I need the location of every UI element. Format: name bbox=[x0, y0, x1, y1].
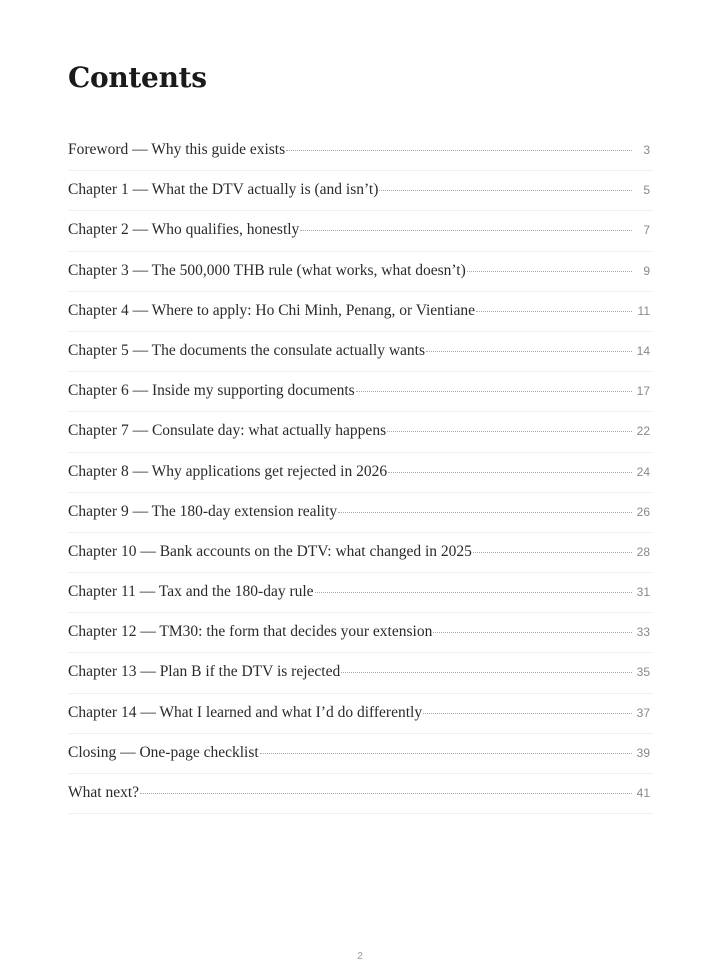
toc-entry[interactable] bbox=[68, 774, 653, 814]
toc-entry-title[interactable]: Chapter 8 — Why applications get rejected in 2026 bbox=[68, 462, 388, 480]
toc-entry[interactable] bbox=[68, 453, 653, 493]
toc-entry-title[interactable]: Chapter 6 — Inside my supporting documents bbox=[68, 382, 355, 400]
toc-entry[interactable] bbox=[68, 211, 653, 251]
toc-entry-page-number: 39 bbox=[636, 745, 650, 760]
toc-entry[interactable] bbox=[68, 653, 653, 693]
toc-entry-title[interactable]: Chapter 10 — Bank accounts on the DTV: what changed in 2025 bbox=[68, 542, 472, 560]
toc-entry-title[interactable]: Chapter 2 — Who qualifies, honestly bbox=[68, 221, 300, 239]
toc-entry[interactable] bbox=[68, 613, 653, 653]
toc-dot-leader bbox=[467, 271, 632, 272]
toc-entry[interactable] bbox=[68, 493, 653, 533]
toc-entry-page-number: 24 bbox=[636, 464, 650, 479]
toc-entry-page-number: 17 bbox=[636, 384, 650, 399]
toc-entry-page-number: 28 bbox=[636, 544, 650, 559]
toc-entry-page-number: 11 bbox=[637, 303, 650, 318]
toc-entry-page-number: 9 bbox=[643, 263, 650, 278]
toc-entry-page-number: 37 bbox=[636, 705, 650, 720]
toc-entry[interactable] bbox=[68, 573, 653, 613]
toc-entry[interactable] bbox=[68, 694, 653, 734]
toc-entry-title[interactable]: Foreword — Why this guide exists bbox=[68, 141, 286, 158]
toc-entry-title[interactable]: Chapter 3 — The 500,000 THB rule (what works, what doesn’t) bbox=[68, 261, 466, 279]
toc-entry-page-number: 31 bbox=[636, 585, 650, 600]
table-of-contents bbox=[68, 131, 653, 814]
toc-dot-leader bbox=[300, 230, 632, 231]
toc-entry-page-number: 33 bbox=[636, 625, 650, 640]
toc-entry-page-number: 41 bbox=[636, 786, 650, 800]
toc-entry-title[interactable]: What next? bbox=[68, 784, 140, 801]
toc-entry-page-number: 7 bbox=[643, 223, 650, 238]
toc-entry-page-number: 35 bbox=[636, 665, 650, 680]
toc-entry-page-number: 14 bbox=[636, 343, 650, 358]
page-number: 2 bbox=[357, 951, 363, 962]
toc-entry[interactable] bbox=[68, 734, 653, 774]
toc-entry-title[interactable]: Chapter 9 — The 180-day extension reality bbox=[68, 502, 338, 520]
toc-entry[interactable] bbox=[68, 292, 653, 332]
toc-dot-leader bbox=[387, 431, 632, 432]
toc-entry[interactable] bbox=[68, 533, 653, 573]
toc-entry-title[interactable]: Chapter 14 — What I learned and what I’d do differently bbox=[68, 703, 423, 721]
toc-entry-title[interactable]: Chapter 4 — Where to apply: Ho Chi Minh, Penang, or Vientiane bbox=[68, 301, 476, 319]
toc-entry-title[interactable]: Chapter 11 — Tax and the 180-day rule bbox=[68, 583, 314, 601]
toc-entry-title[interactable]: Chapter 13 — Plan B if the DTV is rejected bbox=[68, 663, 341, 681]
toc-entry[interactable] bbox=[68, 332, 653, 372]
toc-entry-page-number: 5 bbox=[643, 183, 650, 198]
toc-dot-leader bbox=[423, 713, 632, 714]
toc-dot-leader bbox=[426, 351, 632, 352]
toc-entry[interactable] bbox=[68, 412, 653, 452]
toc-dot-leader bbox=[356, 391, 632, 392]
toc-dot-leader bbox=[388, 472, 632, 473]
toc-dot-leader bbox=[476, 311, 632, 312]
toc-entry[interactable] bbox=[68, 171, 653, 211]
toc-entry[interactable] bbox=[68, 252, 653, 292]
toc-dot-leader bbox=[260, 753, 632, 754]
toc-entry[interactable] bbox=[68, 372, 653, 412]
toc-entry-title[interactable]: Chapter 12 — TM30: the form that decides your extension bbox=[68, 623, 433, 641]
toc-dot-leader bbox=[315, 592, 632, 593]
toc-entry-title[interactable]: Chapter 1 — What the DTV actually is (and isn’t) bbox=[68, 181, 379, 199]
toc-dot-leader bbox=[140, 793, 632, 794]
toc-entry-page-number: 22 bbox=[636, 424, 650, 439]
toc-entry[interactable] bbox=[68, 131, 653, 171]
toc-dot-leader bbox=[286, 150, 632, 151]
toc-dot-leader bbox=[379, 190, 632, 191]
toc-entry-title[interactable]: Closing — One-page checklist bbox=[68, 743, 259, 761]
toc-entry-page-number: 3 bbox=[643, 143, 650, 157]
toc-entry-title[interactable]: Chapter 7 — Consulate day: what actually happens bbox=[68, 422, 387, 440]
toc-entry-title[interactable]: Chapter 5 — The documents the consulate actually wants bbox=[68, 341, 425, 359]
toc-dot-leader bbox=[433, 632, 632, 633]
toc-dot-leader bbox=[341, 672, 632, 673]
toc-entry-page-number: 26 bbox=[636, 504, 650, 519]
toc-dot-leader bbox=[338, 512, 632, 513]
page-title: Contents bbox=[68, 61, 207, 94]
toc-dot-leader bbox=[473, 552, 632, 553]
